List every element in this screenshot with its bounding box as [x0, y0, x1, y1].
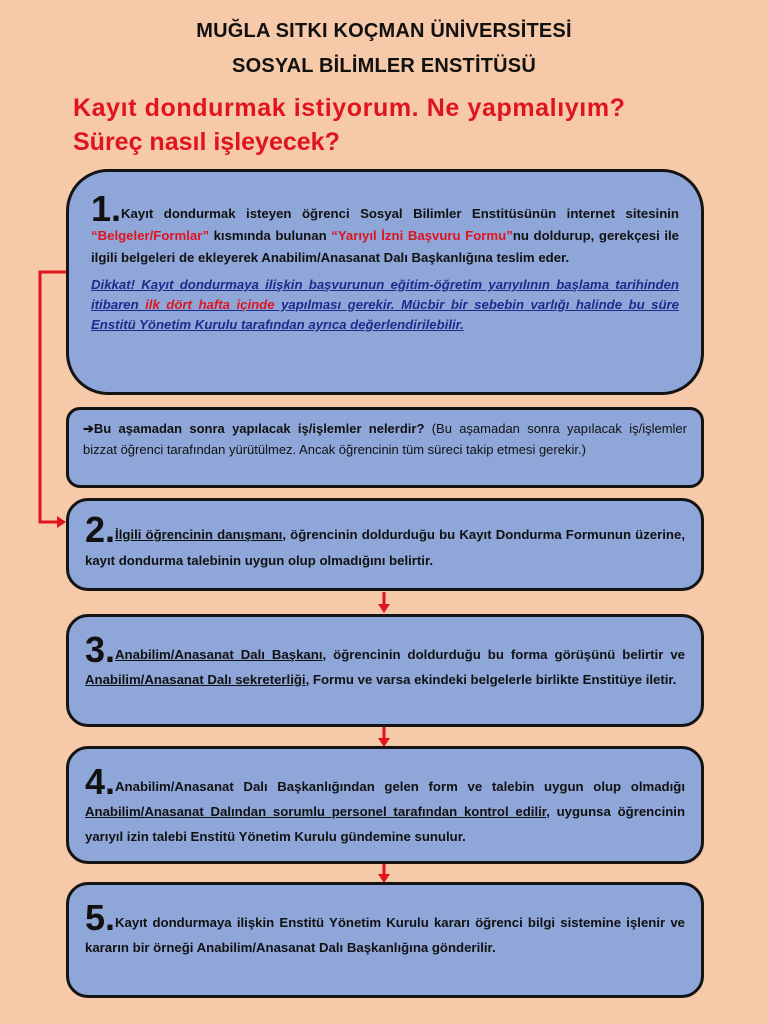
step-2-text: , öğrencinin doldurduğu bu Kayıt Dondurma Formunun üzerine, kayıt dondurma talebinin uygun olup olmadığını belirtir. — [85, 527, 685, 568]
step-1-box — [66, 169, 704, 395]
arrow-icon: ➔ — [83, 421, 94, 436]
advisor-label: İlgili öğrencinin danışmanı — [115, 527, 283, 542]
info-text: (Bu aşamadan sonra yapılacak iş/işlemler bizzat öğrenci tarafından yürütülmez. Ancak öğrencinin tüm süreci takip etmesi gerekir.) — [83, 421, 687, 457]
question-line-2: Süreç nasıl işleyecek? — [73, 128, 340, 156]
step-3-text-a: , öğrencinin doldurduğu bu forma görüşünü belirtir ve — [322, 647, 685, 662]
step-3-number: 3. — [85, 629, 116, 670]
arrow-2-3-head — [378, 604, 390, 613]
belgeler-formlar-link[interactable]: “Belgeler/Formlar” — [91, 228, 209, 243]
step-5-text: Kayıt dondurmaya ilişkin Enstitü Yönetim Kurulu kararı öğrenci bilgi sistemine işlenir ve kararın bir örneği Anabilim/Anasanat Dalı Başkanlığına gönderilir. — [85, 915, 685, 955]
department-head-label: Anabilim/Anasanat Dalı Başkanı — [115, 647, 323, 662]
deadline-note — [91, 275, 679, 335]
step-1-text-a: Kayıt dondurmak isteyen öğrenci Sosyal Bilimler Enstitüsünün internet sitesinin — [121, 206, 679, 221]
loop-arrow-line — [40, 272, 66, 522]
step-2-box — [66, 498, 704, 591]
step-4-box — [66, 746, 704, 864]
step-5-number: 5. — [85, 897, 116, 938]
step-1-number: 1. — [91, 188, 122, 229]
step-1-text-b: kısmında bulunan — [209, 228, 332, 243]
loop-arrow-head — [57, 516, 66, 528]
step-4-text-b: , uygunsa öğrencinin yarıyıl izin talebi Enstitü Yönetim Kurulu gündemine sunulur. — [85, 804, 686, 844]
department-secretary-label: Anabilim/Anasanat Dalı sekreterliği — [85, 672, 306, 687]
info-question: Bu aşamadan sonra yapılacak iş/işlemler nelerdir? — [93, 421, 425, 436]
step-1-text — [91, 188, 680, 269]
university-name: MUĞLA SITKI KOÇMAN ÜNİVERSİTESİ — [196, 20, 572, 42]
note-deadline: ilk dört hafta içinde — [145, 297, 275, 312]
info-box — [66, 407, 704, 488]
note-text-b: yapılması gerekir. Mücbir bir sebebin varlığı halinde bu süre Enstitü Yönetim Kurulu tarafından ayrıca değerlendirilebilir. — [91, 297, 679, 332]
step-4-text-a: Anabilim/Anasanat Dalı Başkanlığından gelen form ve talebin uygun olup olmadığı — [115, 779, 685, 794]
step-1-text-c: nu doldurup, gerekçesi ile ilgili belgeleri de ekleyerek Anabilim/Anasanat Dalı Başkanlığına teslim eder. — [91, 228, 680, 265]
note-text-a: Dikkat! Kayıt dondurmaya ilişkin başvurunun eğitim-öğretim yarıyılının başlama tarihinden itibaren — [91, 277, 679, 312]
step-4-number: 4. — [85, 761, 116, 802]
staff-check-label: Anabilim/Anasanat Dalından sorumlu personel tarafından kontrol edilir — [85, 804, 547, 819]
institute-name: SOSYAL BİLİMLER ENSTİTÜSÜ — [232, 55, 536, 77]
step-3-text-b: , Formu ve varsa ekindeki belgelerle birlikte Enstitüye iletir. — [305, 672, 677, 687]
question-line-1: Kayıt dondurmak istiyorum. Ne yapmalıyım? — [73, 94, 626, 122]
step-5-box — [66, 882, 704, 998]
step-3-box — [66, 614, 704, 727]
step-2-number: 2. — [85, 509, 116, 550]
yariyil-izni-form-link[interactable]: “Yarıyıl İzni Başvuru Formu” — [331, 228, 513, 243]
